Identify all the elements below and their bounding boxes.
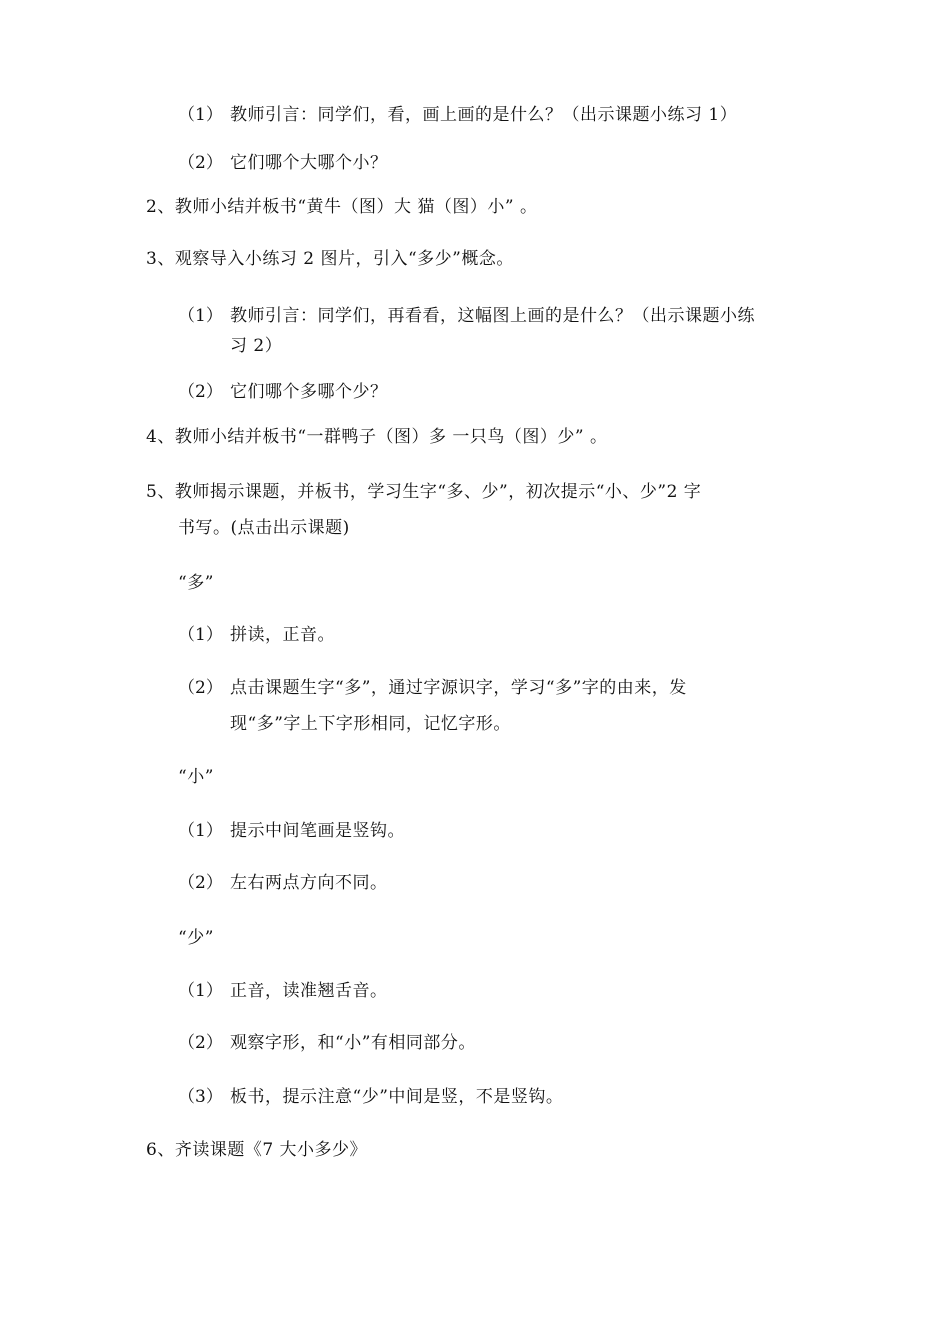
character-heading-xiao: “小” [178, 767, 214, 787]
step-5: 5、教师揭示课题，并板书，学习生字“多、少”，初次提示“小、少”2 字 [146, 482, 702, 502]
step-6: 6、齐读课题《7 大小多少》 [146, 1140, 368, 1160]
item-number: （3） [178, 1087, 223, 1107]
item-number: （2） [178, 678, 223, 698]
item-number: （1） [178, 981, 223, 1001]
step-4: 4、教师小结并板书“一群鸭子（图）多 一只鸟（图）少” 。 [146, 427, 608, 447]
item-text-continued: 现“多”字上下字形相同，记忆字形。 [230, 714, 511, 734]
item-text: 左右两点方向不同。 [230, 873, 388, 893]
item-number: （1） [178, 105, 223, 125]
item-text: 它们哪个多哪个少？ [230, 382, 388, 402]
item-text: 它们哪个大哪个小？ [230, 153, 388, 173]
character-heading-duo: “多” [178, 573, 214, 593]
item-number: （1） [178, 306, 223, 326]
item-text: 提示中间笔画是竖钩。 [230, 821, 405, 841]
item-text: 正音，读准翘舌音。 [230, 981, 388, 1001]
step-2: 2、教师小结并板书“黄牛（图）大 猫（图）小” 。 [146, 197, 538, 217]
item-number: （1） [178, 821, 223, 841]
item-number: （2） [178, 1033, 223, 1053]
item-number: （2） [178, 873, 223, 893]
character-heading-shao: “少” [178, 928, 214, 948]
item-number: （2） [178, 153, 223, 173]
item-text: 教师引言：同学们，看，画上画的是什么？（出示课题小练习 1） [230, 105, 738, 125]
item-text: 板书，提示注意“少”中间是竖，不是竖钩。 [230, 1087, 564, 1107]
item-text-continued: 习 2） [230, 336, 283, 356]
item-text: 点击课题生字“多”，通过字源识字，学习“多”字的由来，发 [230, 678, 687, 698]
step-3: 3、观察导入小练习 2 图片，引入“多少”概念。 [146, 249, 514, 269]
item-number: （1） [178, 625, 223, 645]
step-5-continued: 书写。(点击出示课题) [178, 518, 350, 538]
item-text: 拼读，正音。 [230, 625, 335, 645]
item-text: 观察字形，和“小”有相同部分。 [230, 1033, 476, 1053]
item-number: （2） [178, 382, 223, 402]
item-text: 教师引言：同学们，再看看，这幅图上画的是什么？（出示课题小练 [230, 306, 755, 326]
